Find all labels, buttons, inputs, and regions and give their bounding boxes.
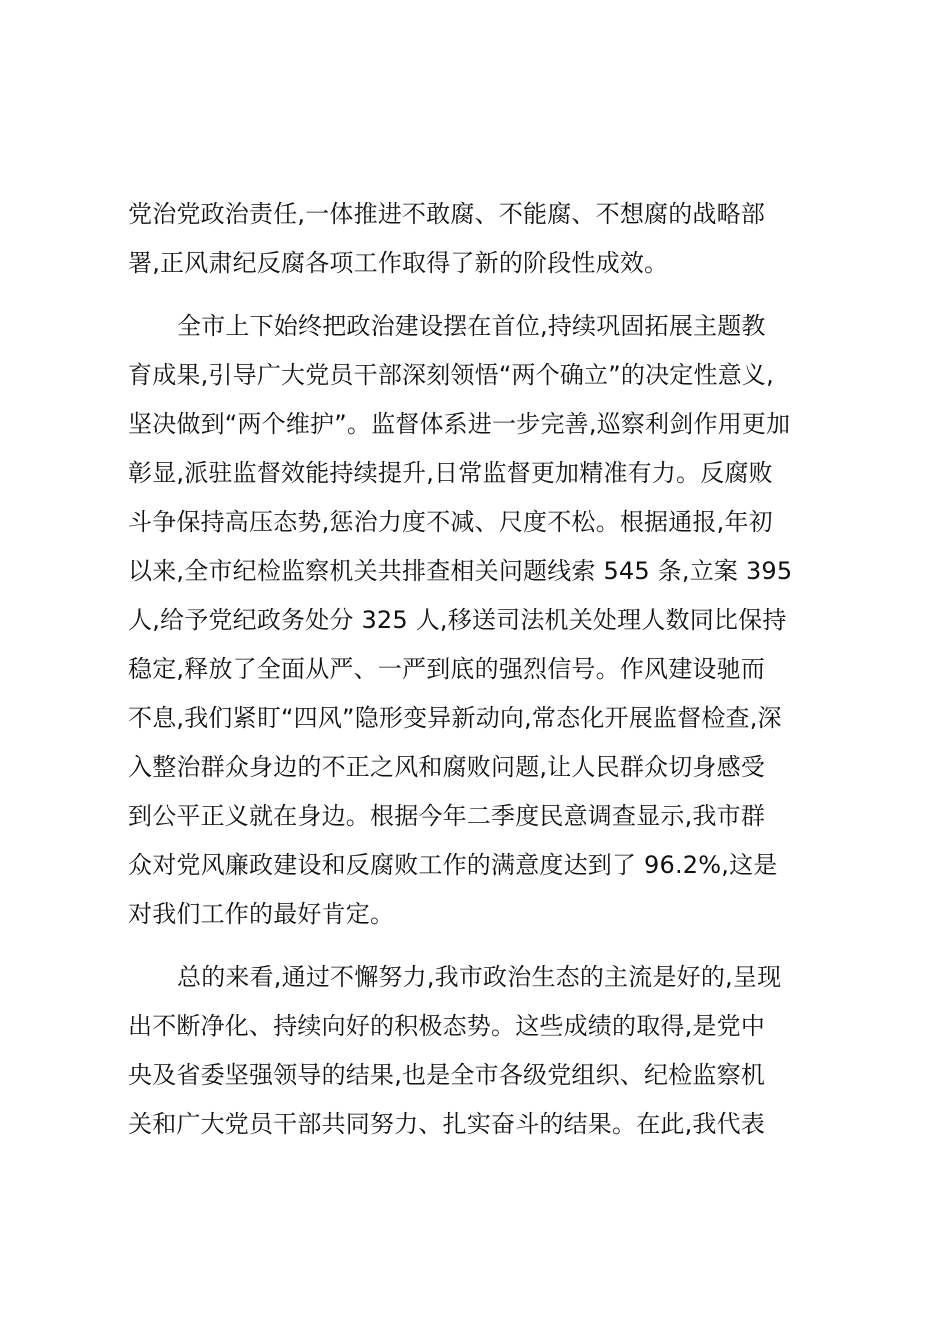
text-line: 关和广大党员干部共同努力、扎实奋斗的结果。在此,我代表 [128, 1110, 766, 1138]
text-line: 不息,我们紧盯“四风”隐形变异新动向,常态化开展监督检查,深 [128, 704, 782, 732]
paragraph-2 [128, 302, 828, 939]
text-line: 人,给予党纪政务处分 325 人,移送司法机关处理人数同比保持 [128, 606, 787, 634]
text-line: 坚决做到“两个维护”。监督体系进一步完善,巡察利剑作用更加 [128, 410, 791, 438]
text-line: 斗争保持高压态势,惩治力度不减、尺度不松。根据通报,年初 [128, 508, 773, 536]
text-line: 出不断净化、持续向好的积极态势。这些成绩的取得,是党中 [128, 1012, 766, 1040]
paragraph-1 [128, 190, 828, 288]
text-line: 彰显,派驻监督效能持续提升,日常监督更加精准有力。反腐败 [128, 459, 773, 487]
text-line: 党治党政治责任,一体推进不敢腐、不能腐、不想腐的战略部 [128, 200, 766, 228]
text-line: 育成果,引导广大党员干部深刻领悟“两个确立”的决定性意义, [128, 361, 774, 389]
text-line: 全市上下始终把政治建设摆在首位,持续巩固拓展主题教 [177, 312, 766, 340]
text-line: 对我们工作的最好肯定。 [128, 900, 395, 928]
text-line: 入整治群众身边的不正之风和腐败问题,让人民群众切身感受 [128, 753, 766, 781]
text-line: 以来,全市纪检监察机关共排查相关问题线索 545 条,立案 395 [128, 557, 793, 585]
paragraph-3 [128, 953, 828, 1149]
text-line: 众对党风廉政建设和反腐败工作的满意度达到了 96.2%,这是 [128, 851, 778, 879]
text-line: 稳定,释放了全面从严、一严到底的强烈信号。作风建设驰而 [128, 655, 766, 683]
text-line: 到公平正义就在身边。根据今年二季度民意调查显示,我市群 [128, 802, 766, 830]
text-line: 央及省委坚强领导的结果,也是全市各级党组织、纪检监察机 [128, 1061, 766, 1089]
text-line: 总的来看,通过不懈努力,我市政治生态的主流是好的,呈现 [177, 963, 782, 991]
text-line: 署,正风肃纪反腐各项工作取得了新的阶段性成效。 [128, 249, 669, 277]
document-body [128, 190, 828, 1149]
